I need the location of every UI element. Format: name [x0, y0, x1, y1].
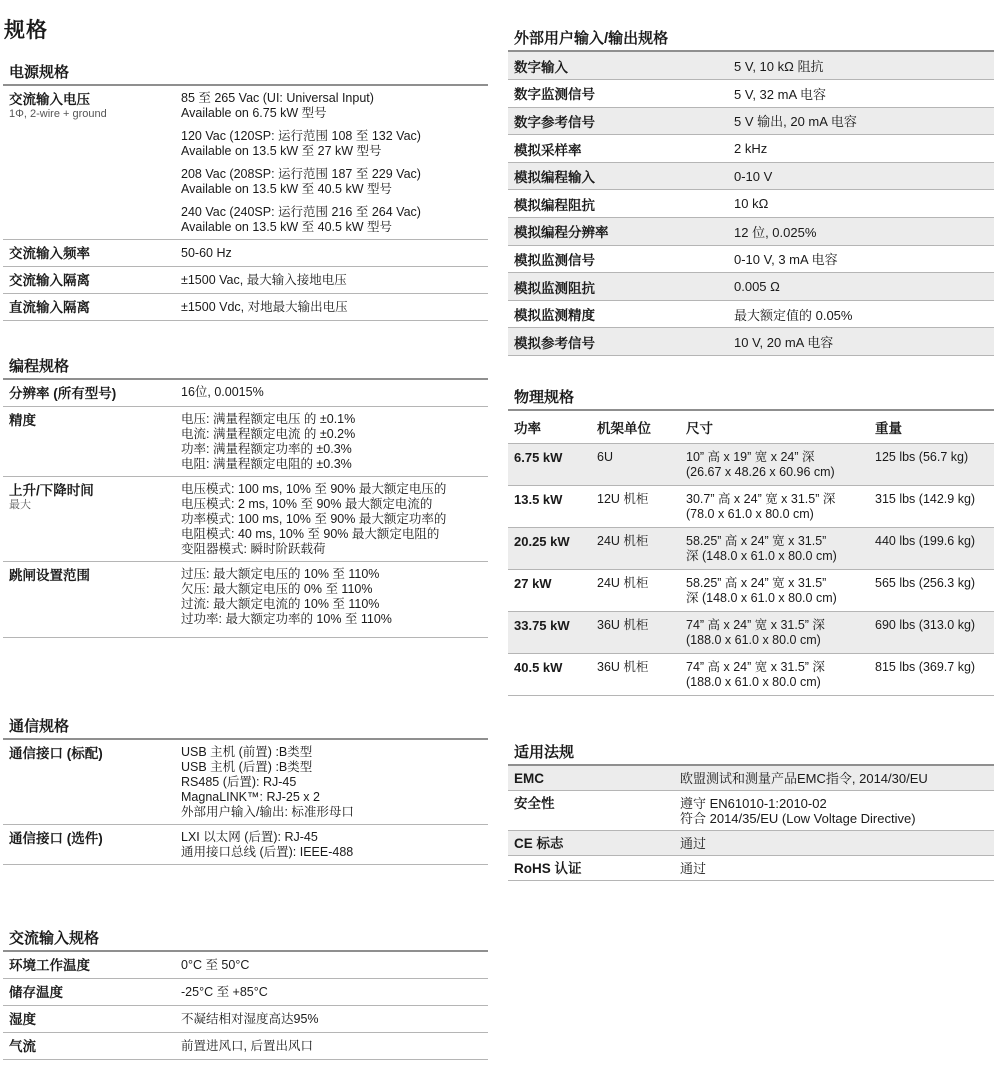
table-row [3, 1033, 488, 1060]
column-header: 重量 [869, 411, 994, 444]
weight-cell: 440 lbs (199.6 kg) [869, 528, 994, 570]
physical-spec-table [508, 411, 994, 696]
value-line: 欧盟测试和测量产品EMC指令, 2014/30/EU [680, 771, 928, 786]
value-line: 电阻: 满量程额定电阻的 ±0.3% [181, 457, 352, 471]
power-cell: 40.5 kW [508, 654, 591, 696]
value-line: USB 主机 (前置) :B类型 [181, 745, 313, 759]
rack-cell: 36U 机柜 [591, 612, 680, 654]
spec-key: 精度 [3, 407, 175, 477]
rack-cell: 36U 机柜 [591, 654, 680, 696]
table-row [508, 135, 994, 163]
value-line: 深 (148.0 x 61.0 x 80.0 cm) [686, 591, 837, 605]
spec-key: EMC [508, 766, 674, 791]
regulations-table [508, 766, 994, 881]
value-line: 240 Vac (240SP: 运行范围 216 至 264 Vac) [181, 205, 421, 219]
value-line: 过功率: 最大额定功率的 10% 至 110% [181, 612, 392, 626]
programming-spec-table [3, 380, 488, 638]
spec-value [175, 477, 488, 562]
value-line: 16位, 0.0015% [181, 385, 264, 399]
spec-key: 通信接口 (标配) [3, 740, 175, 825]
table-row [3, 825, 488, 865]
spec-value: 5 V 输出, 20 mA 电容 [728, 107, 994, 135]
value-line: 变阻器模式: 瞬时阶跃载荷 [181, 542, 326, 556]
rack-cell: 6U [591, 444, 680, 486]
section-title: 外部用户输入/输出规格 [508, 28, 994, 52]
value-line: MagnaLINK™: RJ-25 x 2 [181, 790, 320, 804]
section-title: 交流输入规格 [3, 928, 488, 952]
value-line: 通过 [680, 861, 707, 876]
table-row [508, 80, 994, 108]
ac-input-spec-table [3, 952, 488, 1060]
value-line: Available on 13.5 kW 至 40.5 kW 型号 [181, 182, 392, 196]
spec-value: ±1500 Vac, 最大输入接地电压 [175, 267, 488, 294]
table-row [508, 654, 994, 696]
table-row [508, 791, 994, 831]
external-io-section [508, 28, 994, 356]
spec-value: 5 V, 32 mA 电容 [728, 80, 994, 108]
spec-key: 数字参考信号 [508, 107, 728, 135]
section-title: 物理规格 [508, 387, 994, 411]
spec-key: 交流输入隔离 [3, 267, 175, 294]
table-row [508, 528, 994, 570]
weight-cell: 125 lbs (56.7 kg) [869, 444, 994, 486]
spec-key: 模拟监测阻抗 [508, 273, 728, 301]
value-line: 通过 [680, 836, 707, 851]
spec-value [175, 562, 488, 638]
spec-value: 10 V, 20 mA 电容 [728, 328, 994, 356]
spec-value: ±1500 Vdc, 对地最大输出电压 [175, 294, 488, 321]
value-line: 通用接口总线 (后置): IEEE-488 [181, 845, 354, 859]
table-row [508, 245, 994, 273]
spec-key: 模拟监测信号 [508, 245, 728, 273]
rack-cell: 12U 机柜 [591, 486, 680, 528]
rack-cell: 24U 机柜 [591, 528, 680, 570]
table-row [508, 300, 994, 328]
spec-key: 气流 [3, 1033, 175, 1060]
communication-spec-section [3, 716, 488, 865]
spec-value: -25°C 至 +85°C [175, 979, 488, 1006]
spec-key [3, 477, 175, 562]
spec-value: 50-60 Hz [175, 240, 488, 267]
spec-value: 0.005 Ω [728, 273, 994, 301]
value-line: 208 Vac (208SP: 运行范围 187 至 229 Vac) [181, 167, 421, 181]
power-spec-section [3, 62, 488, 321]
programming-spec-section [3, 356, 488, 638]
spec-key: 数字监测信号 [508, 80, 728, 108]
value-group [181, 91, 484, 121]
table-row [3, 407, 488, 477]
spec-key-label: 上升/下降时间 [9, 483, 94, 498]
column-header: 尺寸 [680, 411, 869, 444]
dims-cell [680, 570, 869, 612]
spec-value: 0-10 V [728, 162, 994, 190]
table-row [3, 267, 488, 294]
value-line: 电压模式: 2 ms, 10% 至 90% 最大额定电流的 [181, 497, 433, 511]
value-line: LXI 以太网 (后置): RJ-45 [181, 830, 318, 844]
value-line: 外部用户输入/输出: 标准形母口 [181, 805, 354, 819]
power-cell: 20.25 kW [508, 528, 591, 570]
value-line: Available on 13.5 kW 至 27 kW 型号 [181, 144, 382, 158]
spec-value: 0-10 V, 3 mA 电容 [728, 245, 994, 273]
table-row [3, 562, 488, 638]
spec-value [674, 831, 994, 856]
table-row [3, 740, 488, 825]
table-row [508, 444, 994, 486]
spec-key: 安全性 [508, 791, 674, 831]
dims-cell [680, 444, 869, 486]
table-row [508, 107, 994, 135]
table-row [508, 486, 994, 528]
table-row [3, 952, 488, 979]
spec-value [175, 86, 488, 240]
table-row [508, 328, 994, 356]
value-line: 120 Vac (120SP: 运行范围 108 至 132 Vac) [181, 129, 421, 143]
value-line: Available on 13.5 kW 至 40.5 kW 型号 [181, 220, 392, 234]
spec-key: 模拟编程分辨率 [508, 218, 728, 246]
power-spec-table [3, 86, 488, 321]
table-row [3, 240, 488, 267]
table-row [3, 294, 488, 321]
power-cell: 27 kW [508, 570, 591, 612]
weight-cell: 315 lbs (142.9 kg) [869, 486, 994, 528]
dims-cell [680, 612, 869, 654]
value-group [181, 129, 484, 159]
ac-input-spec-section [3, 928, 488, 1060]
value-line: 74” 高 x 24” 宽 x 31.5” 深 [686, 660, 825, 674]
table-row [3, 477, 488, 562]
spec-value [175, 380, 488, 407]
page-title: 规格 [4, 19, 48, 42]
column-header: 功率 [508, 411, 591, 444]
spec-key: 数字输入 [508, 52, 728, 80]
table-row [508, 218, 994, 246]
value-line: 30.7” 高 x 24” 宽 x 31.5” 深 [686, 492, 836, 506]
spec-value: 最大额定值的 0.05% [728, 300, 994, 328]
spec-key: 直流输入隔离 [3, 294, 175, 321]
table-row [3, 1006, 488, 1033]
value-line: 电阻模式: 40 ms, 10% 至 90% 最大额定电阻的 [181, 527, 440, 541]
spec-value: 12 位, 0.025% [728, 218, 994, 246]
section-title: 适用法规 [508, 742, 994, 766]
external-io-table [508, 52, 994, 356]
spec-value [175, 825, 488, 865]
spec-key: 模拟编程输入 [508, 162, 728, 190]
table-row [508, 190, 994, 218]
value-line: 符合 2014/35/EU (Low Voltage Directive) [680, 811, 916, 826]
section-title: 通信规格 [3, 716, 488, 740]
spec-key: 模拟采样率 [508, 135, 728, 163]
spec-value [674, 791, 994, 831]
value-line: 58.25” 高 x 24” 宽 x 31.5” [686, 576, 827, 590]
table-row [508, 612, 994, 654]
value-line: 10” 高 x 19” 宽 x 24” 深 [686, 450, 815, 464]
value-line: (188.0 x 61.0 x 80.0 cm) [686, 675, 821, 689]
spec-key: 储存温度 [3, 979, 175, 1006]
spec-key: 模拟参考信号 [508, 328, 728, 356]
spec-key-sub: 最大 [9, 499, 31, 511]
value-line: RS485 (后置): RJ-45 [181, 775, 297, 789]
value-group [181, 167, 484, 197]
spec-value [674, 766, 994, 791]
table-row [508, 570, 994, 612]
value-line: 85 至 265 Vac (UI: Universal Input) [181, 91, 374, 105]
power-cell: 6.75 kW [508, 444, 591, 486]
table-row [508, 766, 994, 791]
weight-cell: 565 lbs (256.3 kg) [869, 570, 994, 612]
spec-key: RoHS 认证 [508, 856, 674, 881]
power-cell: 13.5 kW [508, 486, 591, 528]
table-row [508, 856, 994, 881]
communication-spec-table [3, 740, 488, 865]
table-row [3, 380, 488, 407]
spec-key: 湿度 [3, 1006, 175, 1033]
table-row [3, 86, 488, 240]
dims-cell [680, 528, 869, 570]
value-line: (188.0 x 61.0 x 80.0 cm) [686, 633, 821, 647]
spec-value: 5 V, 10 kΩ 阻抗 [728, 52, 994, 80]
value-line: 电压: 满量程额定电压 的 ±0.1% [181, 412, 356, 426]
spec-key: 交流输入频率 [3, 240, 175, 267]
value-line: 遵守 EN61010-1:2010-02 [680, 796, 827, 811]
spec-key: 分辨率 (所有型号) [3, 380, 175, 407]
dims-cell [680, 486, 869, 528]
table-row [508, 273, 994, 301]
value-line: 74” 高 x 24” 宽 x 31.5” 深 [686, 618, 825, 632]
value-line: 功率: 满量程额定功率的 ±0.3% [181, 442, 352, 456]
column-header: 机架单位 [591, 411, 680, 444]
section-title: 电源规格 [3, 62, 488, 86]
spec-value [674, 856, 994, 881]
value-line: USB 主机 (后置) :B类型 [181, 760, 313, 774]
section-title: 编程规格 [3, 356, 488, 380]
spec-key: 模拟编程阻抗 [508, 190, 728, 218]
table-row [508, 52, 994, 80]
rack-cell: 24U 机柜 [591, 570, 680, 612]
value-group [181, 205, 484, 235]
value-line: (26.67 x 48.26 x 60.96 cm) [686, 465, 835, 479]
spec-value: 0°C 至 50°C [175, 952, 488, 979]
spec-key-sub: 1Φ, 2-wire + ground [9, 108, 107, 120]
value-line: 过压: 最大额定电压的 10% 至 110% [181, 567, 380, 581]
value-line: 电压模式: 100 ms, 10% 至 90% 最大额定电压的 [181, 482, 447, 496]
spec-key [3, 86, 175, 240]
spec-key: CE 标志 [508, 831, 674, 856]
spec-value [175, 407, 488, 477]
spec-key-label: 交流输入电压 [9, 92, 90, 107]
table-row [3, 979, 488, 1006]
weight-cell: 815 lbs (369.7 kg) [869, 654, 994, 696]
power-cell: 33.75 kW [508, 612, 591, 654]
value-line: 电流: 满量程额定电流 的 ±0.2% [181, 427, 356, 441]
spec-key: 模拟监测精度 [508, 300, 728, 328]
weight-cell: 690 lbs (313.0 kg) [869, 612, 994, 654]
spec-value: 2 kHz [728, 135, 994, 163]
value-line: 过流: 最大额定电流的 10% 至 110% [181, 597, 380, 611]
dims-cell [680, 654, 869, 696]
value-line: 欠压: 最大额定电压的 0% 至 110% [181, 582, 373, 596]
value-line: 58.25” 高 x 24” 宽 x 31.5” [686, 534, 827, 548]
table-header-row [508, 411, 994, 444]
spec-key: 环境工作温度 [3, 952, 175, 979]
spec-value [175, 740, 488, 825]
table-row [508, 831, 994, 856]
spec-value: 10 kΩ [728, 190, 994, 218]
table-row [508, 162, 994, 190]
spec-key: 通信接口 (选件) [3, 825, 175, 865]
value-line: (78.0 x 61.0 x 80.0 cm) [686, 507, 814, 521]
spec-key: 跳闸设置范围 [3, 562, 175, 638]
physical-spec-section [508, 387, 994, 696]
value-line: 功率模式: 100 ms, 10% 至 90% 最大额定功率的 [181, 512, 447, 526]
value-line: 深 (148.0 x 61.0 x 80.0 cm) [686, 549, 837, 563]
regulations-section [508, 742, 994, 881]
value-line: Available on 6.75 kW 型号 [181, 106, 327, 120]
spec-value: 前置进风口, 后置出风口 [175, 1033, 488, 1060]
spec-value: 不凝结相对湿度高达95% [175, 1006, 488, 1033]
